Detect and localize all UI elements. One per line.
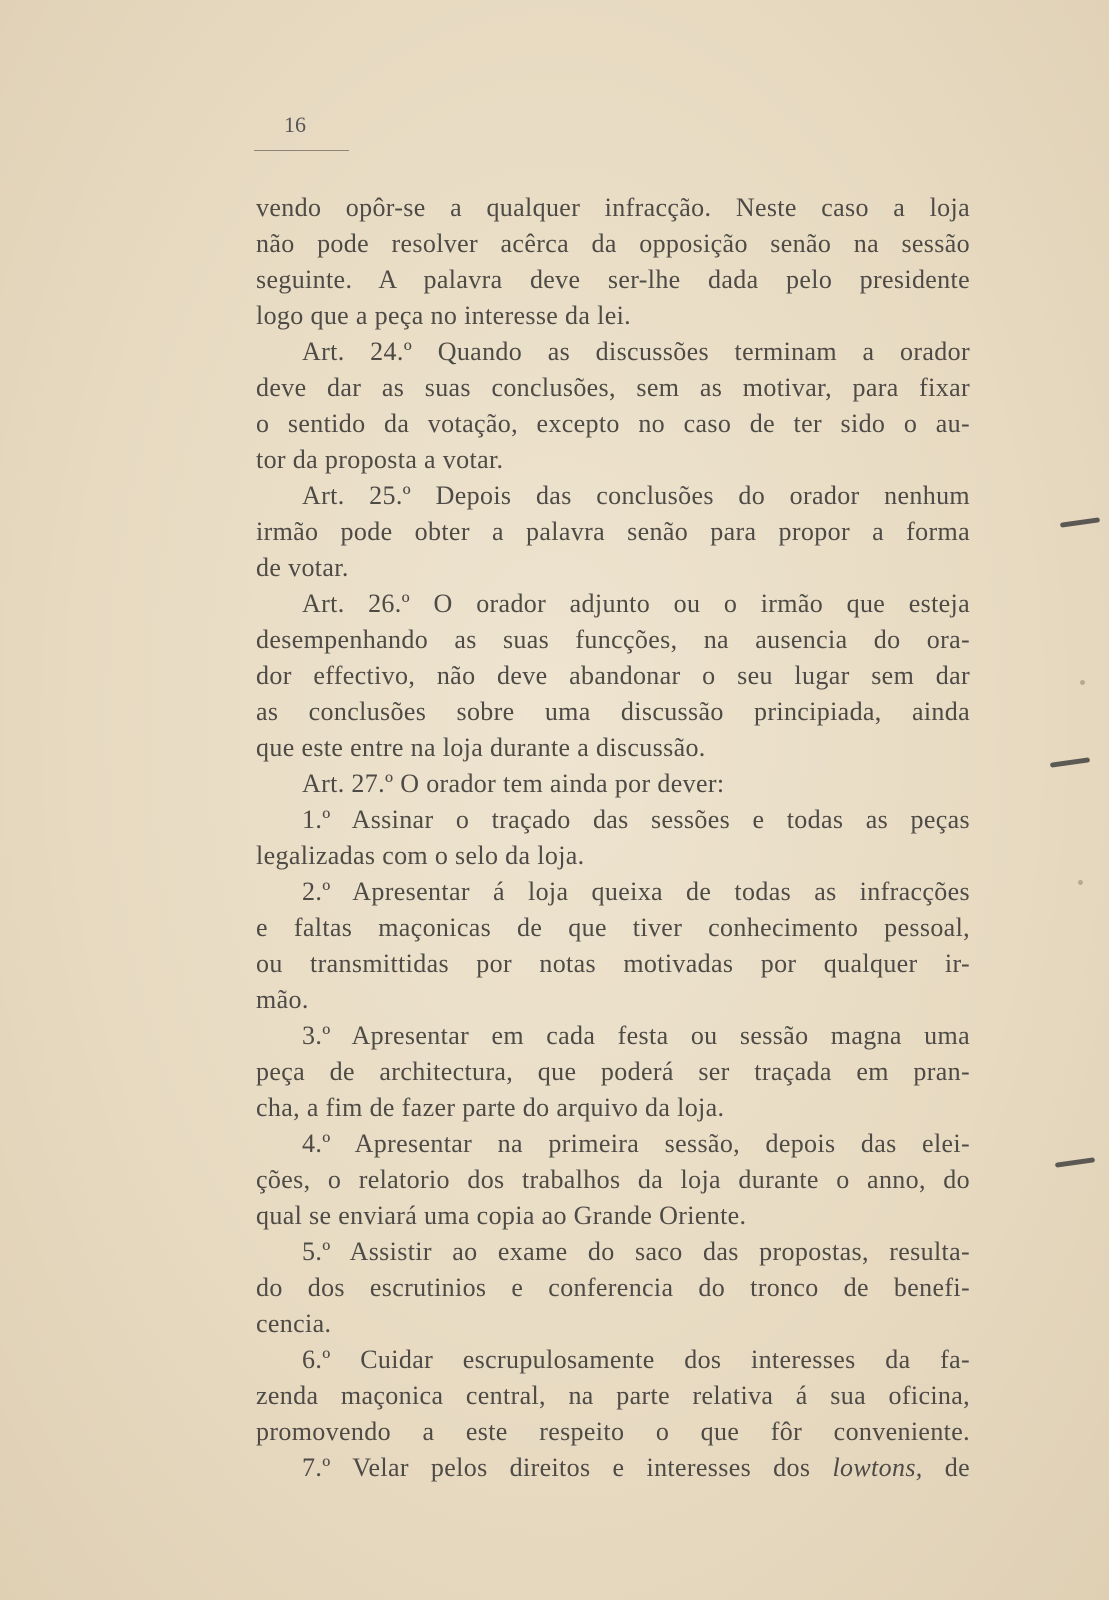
text-line: as conclusões sobre uma discussão principiada, ainda (256, 697, 970, 726)
text-line: irmão pode obter a palavra senão para propor a forma (256, 517, 970, 546)
text-line: 3.º Apresentar em cada festa ou sessão magna uma (302, 1021, 970, 1050)
text-line: promovendo a este respeito o que fôr conveniente. (256, 1417, 970, 1446)
text-line: de votar. (256, 553, 349, 582)
text-line: zenda maçonica central, na parte relativa á sua oficina, (256, 1381, 970, 1410)
text-line: Art. 25.º Depois das conclusões do orador nenhum (302, 481, 970, 510)
last-line-italic-word: lowtons, (832, 1453, 923, 1482)
text-line: dor effectivo, não deve abandonar o seu lugar sem dar (256, 661, 970, 690)
body-text (256, 190, 970, 1486)
text-line: logo que a peça no interesse da lei. (256, 301, 632, 330)
text-line: desempenhando as suas funcções, na ausencia do ora- (256, 625, 970, 654)
text-line: do dos escrutinios e conferencia do tronco de benefi- (256, 1273, 970, 1302)
ink-mark (1055, 1157, 1095, 1168)
text-line: não pode resolver acêrca da opposição senão na sessão (256, 229, 970, 258)
text-line: ções, o relatorio dos trabalhos da loja durante o anno, do (256, 1165, 970, 1194)
text-line: vendo opôr-se a qualquer infracção. Neste caso a loja (256, 193, 970, 222)
text-line (256, 1450, 970, 1486)
text-line: peça de architectura, que poderá ser traçada em pran- (256, 1057, 970, 1086)
text-line: tor da proposta a votar. (256, 445, 504, 474)
text-line: cha, a fim de fazer parte do arquivo da loja. (256, 1093, 725, 1122)
text-line: e faltas maçonicas de que tiver conhecimento pessoal, (256, 913, 970, 942)
text-line: mão. (256, 985, 309, 1014)
text-line: seguinte. A palavra deve ser-lhe dada pelo presidente (256, 265, 970, 294)
text-line: 5.º Assistir ao exame do saco das propostas, resulta- (302, 1237, 970, 1266)
text-line: que este entre na loja durante a discussão. (256, 733, 706, 762)
text-line: o sentido da votação, excepto no caso de ter sido o au- (256, 409, 970, 438)
header-rule (254, 150, 349, 151)
text-line: qual se enviará uma copia ao Grande Oriente. (256, 1201, 747, 1230)
text-line: 6.º Cuidar escrupulosamente dos interesses da fa- (302, 1345, 970, 1374)
text-line: Art. 24.º Quando as discussões terminam a orador (302, 337, 970, 366)
ink-mark (1050, 757, 1090, 768)
paper-speck (1080, 680, 1085, 685)
last-line-end: de (922, 1453, 970, 1482)
text-line: deve dar as suas conclusões, sem as motivar, para fixar (256, 373, 970, 402)
text-line: Art. 27.º O orador tem ainda por dever: (302, 769, 725, 798)
text-line: 1.º Assinar o traçado das sessões e todas as peças (302, 805, 970, 834)
text-line: ou transmittidas por notas motivadas por qualquer ir- (256, 949, 970, 978)
paper-speck (1078, 880, 1083, 885)
last-line-start: 7.º Velar pelos direitos e interesses dos (302, 1453, 833, 1482)
text-line: legalizadas com o selo da loja. (256, 841, 585, 870)
page-number: 16 (284, 112, 306, 137)
ink-mark (1060, 517, 1100, 528)
text-line: 4.º Apresentar na primeira sessão, depois das elei- (302, 1129, 970, 1158)
text-line: Art. 26.º O orador adjunto ou o irmão que esteja (302, 589, 970, 618)
text-line: 2.º Apresentar á loja queixa de todas as infracções (302, 877, 970, 906)
text-line: cencia. (256, 1309, 332, 1338)
